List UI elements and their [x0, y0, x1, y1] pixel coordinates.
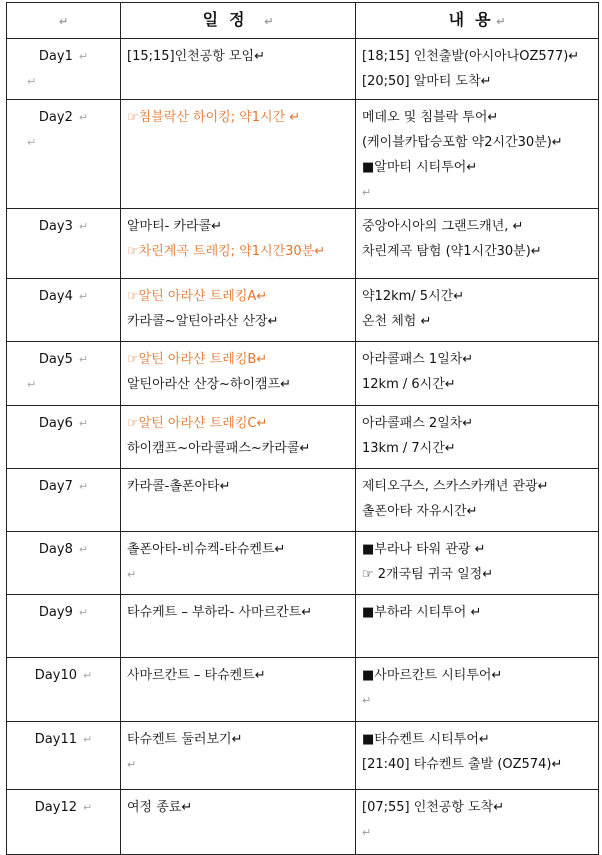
header-day-cell — [7, 3, 121, 39]
paragraph-mark: ↵ — [83, 669, 93, 682]
schedule-cell — [121, 100, 356, 209]
schedule-cell-line: 하이캠프~아라콜패스~카라콜↵ — [127, 441, 311, 456]
table-row — [7, 532, 599, 595]
detail-cell-line: 촐폰아타 자유시간↵ — [362, 504, 478, 519]
day-cell — [7, 595, 121, 658]
schedule-cell-line: ↵ — [127, 568, 137, 581]
schedule-cell-line: ↵ — [127, 758, 137, 771]
detail-cell-line: 12km / 6시간↵ — [362, 377, 456, 392]
detail-cell — [356, 279, 599, 342]
day-label: Day1 — [38, 49, 73, 64]
table-row — [7, 100, 599, 209]
paragraph-mark: ↵ — [78, 543, 89, 556]
detail-cell-line: [21:40] 타슈켄트 출발 (OZ574)↵ — [362, 757, 563, 772]
schedule-cell — [121, 279, 356, 342]
day-cell — [7, 532, 121, 595]
day-cell — [7, 209, 121, 279]
header-detail-cell — [356, 3, 599, 39]
itinerary-table — [6, 2, 599, 855]
table-row — [7, 658, 599, 722]
detail-cell-line: 아라콜패스 2일차↵ — [362, 416, 474, 431]
detail-cell — [356, 790, 599, 855]
detail-cell — [356, 209, 599, 279]
schedule-cell-line: 타슈켄트 둘러보기↵ — [127, 732, 243, 747]
detail-cell-line: [07;55] 인천공항 도착↵ — [362, 800, 505, 815]
schedule-cell — [121, 658, 356, 722]
detail-cell-line: ↵ — [362, 186, 372, 199]
paragraph-mark: ↵ — [83, 733, 93, 746]
detail-cell — [356, 342, 599, 406]
day-label: Day10 — [34, 668, 77, 683]
paragraph-mark: ↵ — [78, 290, 89, 303]
schedule-cell — [121, 722, 356, 790]
paragraph-mark: ↵ — [27, 378, 37, 391]
detail-cell — [356, 469, 599, 532]
header-schedule-label: 일 정 — [202, 10, 245, 29]
detail-cell-line: 제티오구스, 스카스카캐년 관광↵ — [362, 479, 549, 494]
detail-cell-line: (케이블카탑승포함 약2시간30분)↵ — [362, 135, 563, 150]
schedule-cell-line: [15;15]인천공항 모임↵ — [127, 49, 265, 64]
day-label: Day9 — [38, 605, 73, 620]
paragraph-mark: ↵ — [78, 111, 89, 124]
detail-cell-line: ↵ — [362, 826, 372, 839]
table-row — [7, 469, 599, 532]
detail-cell-line: [20;50] 알마티 도착↵ — [362, 74, 492, 89]
detail-cell-line: ■타슈켄트 시티투어↵ — [362, 732, 490, 747]
schedule-cell-line: 촐폰아타-비슈켁-타슈켄트↵ — [127, 542, 286, 557]
detail-cell-line: 중앙아시아의 그랜드캐년, ↵ — [362, 219, 524, 234]
day-label: Day4 — [38, 289, 73, 304]
schedule-cell — [121, 790, 356, 855]
schedule-cell-line: 카라콜-촐폰아타↵ — [127, 479, 231, 494]
schedule-cell — [121, 595, 356, 658]
day-label: Day5 — [38, 352, 73, 367]
detail-cell-line: 메데오 및 침블락 투어↵ — [362, 110, 499, 125]
detail-cell-line: 아라콜패스 1일차↵ — [362, 352, 474, 367]
table-row — [7, 722, 599, 790]
schedule-cell — [121, 39, 356, 100]
detail-cell-line: ■사마르칸트 시티투어↵ — [362, 668, 503, 683]
paragraph-mark: ↵ — [78, 50, 89, 63]
day-cell — [7, 39, 121, 100]
schedule-cell-line: 알마티- 카라콜↵ — [127, 219, 223, 234]
day-cell — [7, 100, 121, 209]
table-row — [7, 209, 599, 279]
detail-cell — [356, 658, 599, 722]
header-paragraph-mark: ↵ — [58, 15, 69, 28]
day-label: Day6 — [38, 416, 73, 431]
detail-cell-line: [18;15] 인천출발(아시아나OZ577)↵ — [362, 49, 580, 64]
table-row — [7, 342, 599, 406]
detail-cell-line: 차린계곡 탐험 (약1시간30분)↵ — [362, 244, 542, 259]
day-cell — [7, 722, 121, 790]
paragraph-mark: ↵ — [83, 801, 93, 814]
schedule-cell-line: 알틴아라산 산장~하이캠프↵ — [127, 377, 292, 392]
detail-cell — [356, 39, 599, 100]
detail-cell — [356, 406, 599, 469]
paragraph-mark: ↵ — [78, 353, 89, 366]
detail-cell-line: 13km / 7시간↵ — [362, 441, 456, 456]
schedule-cell-line: 사마르칸트 – 타슈켄트↵ — [127, 668, 266, 683]
schedule-cell-line: ☞알틴 아라샨 트레킹B↵ — [127, 352, 268, 367]
detail-cell-line: 온천 체험 ↵ — [362, 314, 432, 329]
schedule-cell-line: ☞침블락산 하이킹; 약1시간 ↵ — [127, 110, 301, 125]
day-cell — [7, 469, 121, 532]
detail-cell — [356, 722, 599, 790]
paragraph-mark: ↵ — [78, 417, 89, 430]
table-row — [7, 279, 599, 342]
day-label: Day3 — [38, 219, 73, 234]
day-cell — [7, 279, 121, 342]
header-detail-mark: ↵ — [496, 15, 506, 28]
schedule-cell — [121, 209, 356, 279]
day-label: Day12 — [34, 800, 77, 815]
table-row — [7, 406, 599, 469]
schedule-cell-line: 타슈케트 – 부하라- 사마르칸트↵ — [127, 605, 313, 620]
day-label: Day11 — [34, 732, 77, 747]
day-cell — [7, 406, 121, 469]
schedule-cell-line: ☞알틴 아라샨 트레킹C↵ — [127, 416, 268, 431]
paragraph-mark: ↵ — [78, 480, 89, 493]
day-cell — [7, 790, 121, 855]
table-row — [7, 595, 599, 658]
schedule-cell — [121, 532, 356, 595]
schedule-cell — [121, 406, 356, 469]
day-cell — [7, 342, 121, 406]
schedule-cell — [121, 342, 356, 406]
paragraph-mark: ↵ — [78, 220, 89, 233]
schedule-cell-line: ☞차린계곡 트레킹; 약1시간30분↵ — [127, 244, 326, 259]
detail-cell-line: ↵ — [362, 694, 372, 707]
schedule-cell — [121, 469, 356, 532]
header-detail-label: 내 용 — [448, 10, 491, 29]
detail-cell-line: 약12km/ 5시간↵ — [362, 289, 465, 304]
detail-cell-line: ■알마티 시티투어↵ — [362, 160, 478, 175]
paragraph-mark: ↵ — [27, 75, 37, 88]
schedule-cell-line: 여정 종료↵ — [127, 800, 193, 815]
header-schedule-mark: ↵ — [264, 15, 274, 28]
table-row — [7, 39, 599, 100]
header-schedule-cell — [121, 3, 356, 39]
detail-cell — [356, 532, 599, 595]
detail-cell-line: ■부라나 타워 관광 ↵ — [362, 542, 486, 557]
schedule-cell-line: ☞알틴 아라샨 트레킹A↵ — [127, 289, 268, 304]
day-label: Day8 — [38, 542, 73, 557]
detail-cell-line: ■부하라 시티투어 ↵ — [362, 605, 482, 620]
day-cell — [7, 658, 121, 722]
paragraph-mark: ↵ — [27, 136, 37, 149]
detail-cell — [356, 100, 599, 209]
paragraph-mark: ↵ — [78, 606, 89, 619]
detail-cell-line: ☞ 2개국팀 귀국 일정↵ — [362, 567, 494, 582]
day-label: Day7 — [38, 479, 73, 494]
header-row — [7, 3, 599, 39]
table-row — [7, 790, 599, 855]
schedule-cell-line: 카라콜~알틴아라산 산장↵ — [127, 314, 279, 329]
detail-cell — [356, 595, 599, 658]
day-label: Day2 — [38, 110, 73, 125]
